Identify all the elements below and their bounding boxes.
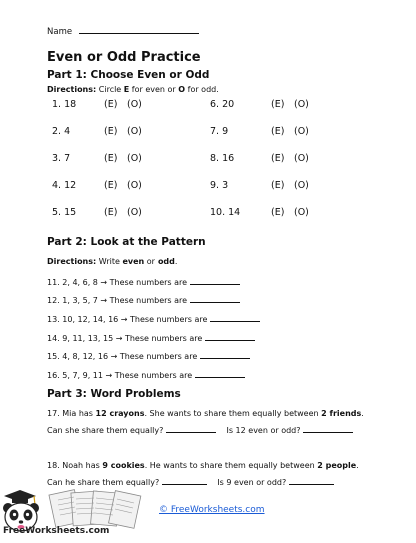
question-6: 6. 20 [210,99,235,110]
question-5: 5. 15 [52,207,77,218]
part3-heading: Part 3: Word Problems [47,388,181,400]
choice-even[interactable]: (E) [271,126,285,137]
pattern-item-13: 13. 10, 12, 14, 16 → These numbers are [47,313,260,324]
word-problem-17: 17. Mia has 12 crayons. She wants to share them equally between 2 friends. [47,409,364,418]
part2-directions: Directions: Write even or odd. [47,257,178,266]
choice-odd[interactable]: (O) [127,126,142,137]
question-7: 7. 9 [210,126,229,137]
brand-text: FreeWorksheets.com [3,526,110,536]
choice-odd[interactable]: (O) [294,180,309,191]
pattern-item-15: 15. 4, 8, 12, 16 → These numbers are [47,350,250,361]
word-problem-18: 18. Noah has 9 cookies. He wants to share them equally between 2 people. [47,461,359,470]
question-4: 4. 12 [52,180,77,191]
choice-even[interactable]: (E) [104,153,118,164]
choice-odd[interactable]: (O) [294,126,309,137]
pattern-item-11: 11. 2, 4, 6, 8 → These numbers are [47,276,240,287]
answer-blank[interactable] [190,276,240,285]
question-1: 1. 18 [52,99,77,110]
question-10: 10. 14 [210,207,241,218]
choice-odd[interactable]: (O) [127,180,142,191]
part2-heading: Part 2: Look at the Pattern [47,236,206,248]
choice-even[interactable]: (E) [104,99,118,110]
part1-heading: Part 1: Choose Even or Odd [47,69,210,81]
answer-blank[interactable] [166,424,216,433]
choice-odd[interactable]: (O) [294,99,309,110]
answer-blank[interactable] [190,294,240,303]
word-problem-18-questions: Can he share them equally? Is 9 even or odd? [47,476,334,487]
answer-blank[interactable] [200,350,250,359]
choice-odd[interactable]: (O) [127,99,142,110]
choice-odd[interactable]: (O) [127,153,142,164]
answer-blank[interactable] [303,424,353,433]
brand-logo [0,486,150,539]
question-8: 8. 16 [210,153,235,164]
answer-blank[interactable] [195,369,245,378]
choice-odd[interactable]: (O) [294,153,309,164]
answer-blank[interactable] [205,332,255,341]
choice-even[interactable]: (E) [104,207,118,218]
question-9: 9. 3 [210,180,229,191]
footer-link[interactable]: © FreeWorksheets.com [159,505,265,515]
question-2: 2. 4 [52,126,71,137]
question-3: 3. 7 [52,153,71,164]
name-label: Name [47,27,73,37]
answer-blank[interactable] [162,476,207,485]
answer-blank[interactable] [210,313,260,322]
choice-even[interactable]: (E) [271,153,285,164]
name-row [47,25,199,37]
worksheet-title: Even or Odd Practice [47,50,201,65]
choice-even[interactable]: (E) [104,126,118,137]
part1-directions: Directions: Circle E for even or O for odd. [47,85,219,94]
pattern-item-14: 14. 9, 11, 13, 15 → These numbers are [47,332,255,343]
choice-odd[interactable]: (O) [294,207,309,218]
pattern-item-12: 12. 1, 3, 5, 7 → These numbers are [47,294,240,305]
choice-odd[interactable]: (O) [127,207,142,218]
choice-even[interactable]: (E) [271,99,285,110]
pattern-item-16: 16. 5, 7, 9, 11 → These numbers are [47,369,245,380]
word-problem-17-questions: Can she share them equally? Is 12 even or odd? [47,424,353,435]
choice-even[interactable]: (E) [271,180,285,191]
choice-even[interactable]: (E) [271,207,285,218]
name-field[interactable] [79,25,199,34]
choice-even[interactable]: (E) [104,180,118,191]
answer-blank[interactable] [289,476,334,485]
